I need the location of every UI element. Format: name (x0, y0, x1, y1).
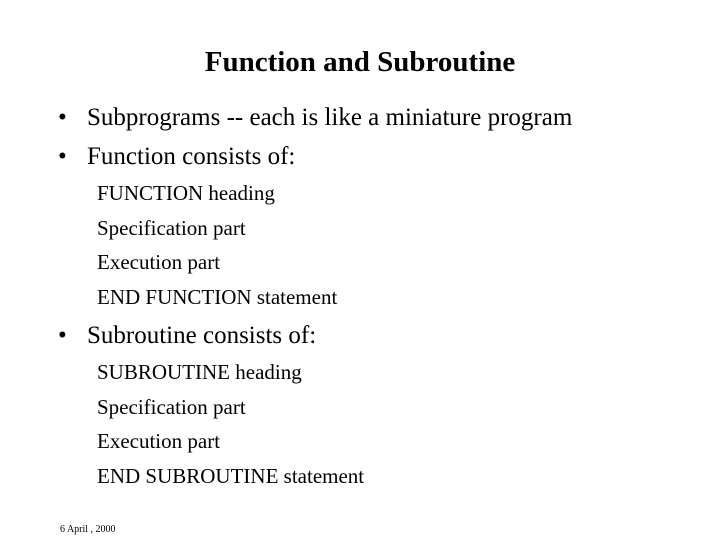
list-item: Specification part (97, 215, 246, 240)
list-item: END FUNCTION statement (97, 285, 338, 310)
list-item: FUNCTION heading (97, 181, 275, 205)
bullet-marker: • (58, 104, 67, 131)
bullet-marker: • (58, 322, 67, 349)
bullet-marker: • (58, 143, 67, 170)
list-item: Execution part (97, 250, 221, 275)
bullet-text: Subroutine consists of: (87, 322, 317, 349)
list-item: END SUBROUTINE statement (97, 464, 365, 489)
subroutine-parts-list (97, 355, 364, 494)
function-parts-list (97, 176, 337, 315)
slide-title: Function and Subroutine (204, 46, 516, 78)
bullet-text: Function consists of: (87, 143, 296, 170)
footer-date: 6 April , 2000 (60, 524, 116, 535)
bullet-subprograms (58, 101, 572, 135)
list-item: Specification part (97, 394, 246, 419)
list-item: SUBROUTINE heading (97, 360, 302, 384)
bullet-subroutine (58, 319, 316, 353)
list-item: Execution part (97, 429, 221, 454)
bullet-function (58, 140, 295, 174)
bullet-text: Subprograms -- each is like a miniature program (87, 104, 573, 131)
